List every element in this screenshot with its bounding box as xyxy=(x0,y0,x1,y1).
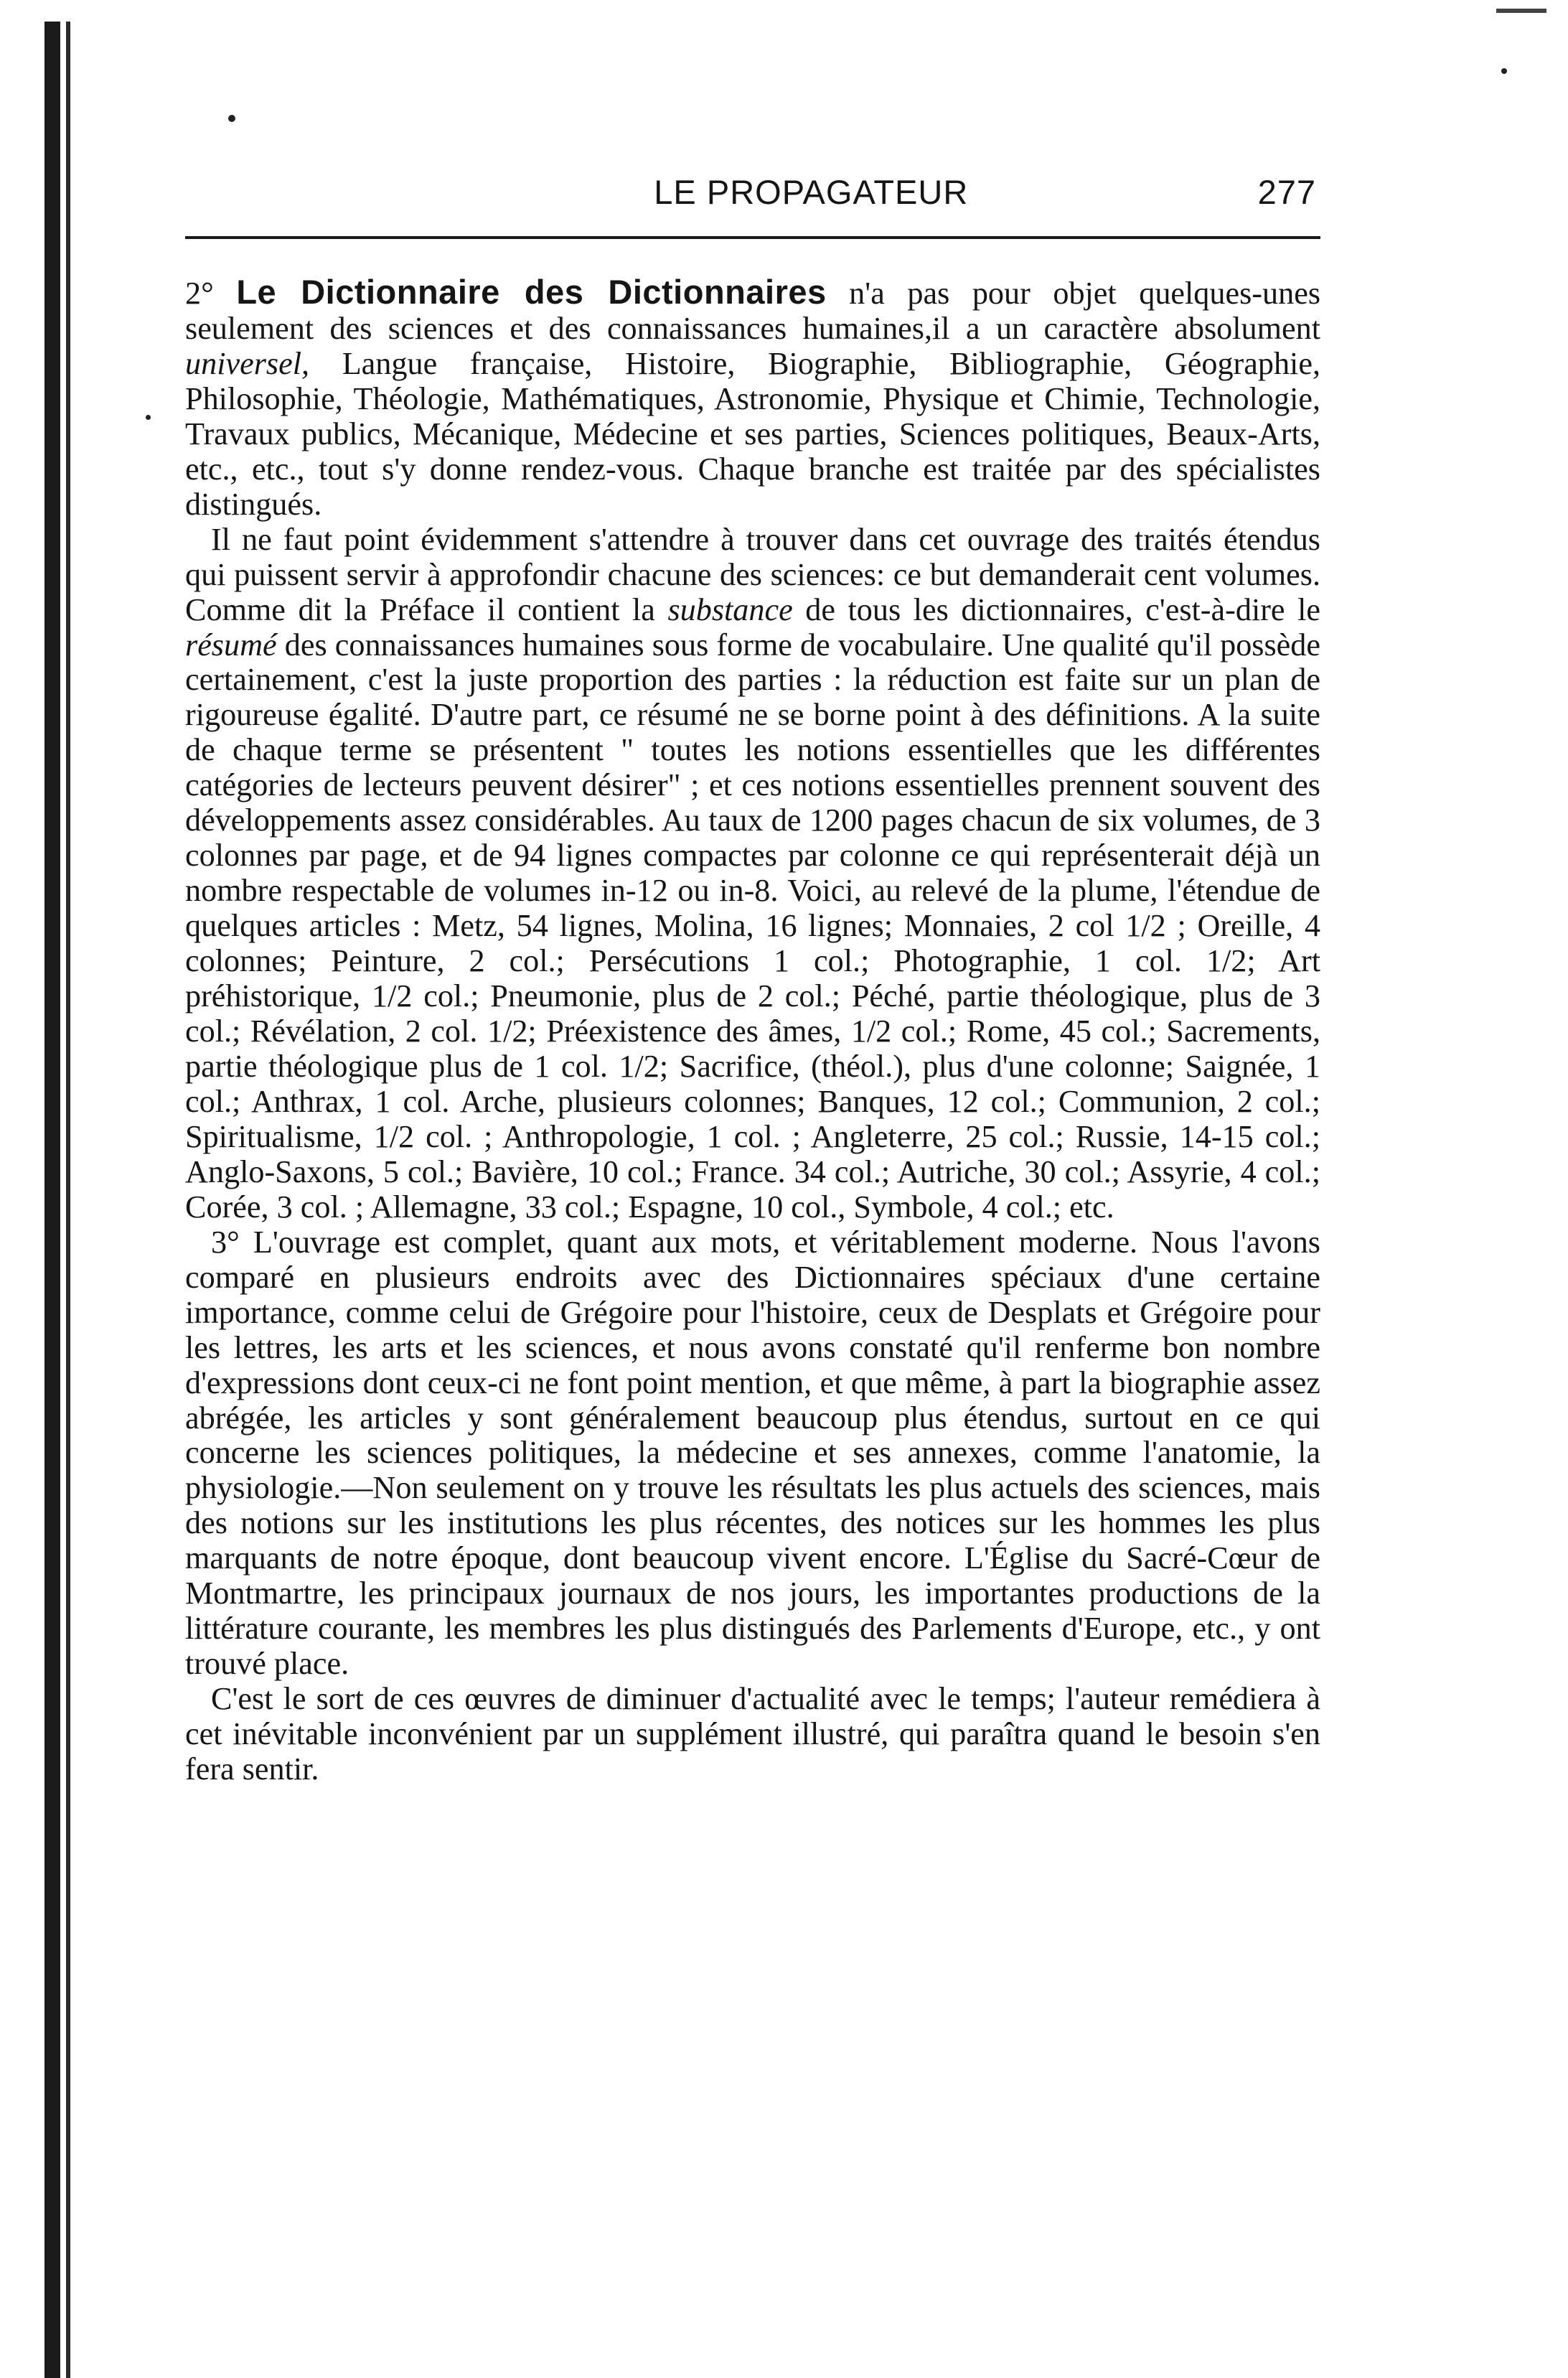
paragraph-2: Il ne faut point évidemment s'attendre à trouver dans cet ouvrage des traités étendus qui puissent servir à approfondir chacune des sciences: ce but demanderait cent volumes. Comme dit la Préface il contient la substance de tous les dictionnaires, c'est-à-dire le résumé des connaissances humaines sous forme de vocabulaire. Une qualité qu'il possède certainement, c'est la juste proportion des parties : la réduction est faite sur un plan de rigoureuse égalité. D'autre part, ce résumé ne se borne point à des définitions. A la suite de chaque terme se présentent " toutes les notions essentielles que les différentes catégories de lecteurs peuvent désirer" ; et ces notions essentielles prennent souvent des développements assez considérables. Au taux de 1200 pages chacun de six volumes, de 3 colonnes par page, et de 94 lignes compactes par colonne ce qui représenterait déjà un nombre respectable de volumes in-12 ou in-8. Voici, au relevé de la plume, l'étendue de quelques articles : Metz, 54 lignes, Molina, 16 lignes; Monnaies, 2 col 1/2 ; Oreille, 4 colonnes; Peinture, 2 col.; Persécutions 1 col.; Photographie, 1 col. 1/2; Art préhistorique, 1/2 col.; Pneumonie, plus de 2 col.; Péché, partie théologique, plus de 3 col.; Révélation, 2 col. 1/2; Préexistence des âmes, 1/2 col.; Rome, 45 col.; Sacrements, partie théologique plus de 1 col. 1/2; Sacrifice, (théol.), plus d'une colonne; Saignée, 1 col.; Anthrax, 1 col. Arche, plusieurs colonnes; Banques, 12 col.; Communion, 2 col.; Spiritualisme, 1/2 col. ; Anthropologie, 1 col. ; Angleterre, 25 col.; Russie, 14-15 col.; Anglo-Saxons, 5 col.; Bavière, 10 col.; France. 34 col.; Autriche, 30 col.; Assyrie, 4 col.; Corée, 3 col. ; Allemagne, 33 col.; Espagne, 10 col., Symbole, 4 col.; etc. xyxy=(185,521,1320,1225)
article-body xyxy=(185,275,1320,1787)
page-header xyxy=(185,172,1320,239)
paragraph-1: 2° Le Dictionnaire des Dictionnaires n'a pas pour objet quelques-unes seulement des sciences et des connaissances humaines,il a un caractère absolument universel, Langue française, Histoire, Biographie, Bibliographie, Géographie, Philosophie, Théologie, Mathématiques, Astronomie, Physique et Chimie, Technologie, Travaux publics, Mécanique, Médecine et ses parties, Sciences politiques, Beaux-Arts, etc., etc., tout s'y donne rendez-vous. Chaque branche est traitée par des spécialistes distingués. xyxy=(185,273,1321,522)
scan-speck xyxy=(228,115,235,122)
paragraph-number: 2° xyxy=(185,276,214,311)
page-number: 277 xyxy=(1257,173,1316,211)
scan-speck xyxy=(146,415,151,420)
scan-speck xyxy=(1501,68,1507,74)
running-title: LE PROPAGATEUR xyxy=(654,173,969,211)
paragraph-3: 3° L'ouvrage est complet, quant aux mots, et véritablement moderne. Nous l'avons comparé en plusieurs endroits avec des Dictionnaires spéciaux d'une certaine importance, comme celui de Grégoire pour l'histoire, ceux de Desplats et Grégoire pour les lettres, les arts et les sciences, et nous avons constaté qu'il renferme bon nombre d'expressions dont ceux-ci ne font point mention, et que même, à part la biographie assez abrégée, les articles y sont généralement beaucoup plus étendus, surtout en ce qui concerne les sciences politiques, la médecine et ses annexes, comme l'anatomie, la physiologie.—Non seulement on y trouve les résultats les plus actuels des sciences, mais des notions sur les institutions les plus récentes, des notices sur les hommes les plus marquants de notre époque, dont beaucoup vivent encore. L'Église du Sacré-Cœur de Montmartre, les principaux journaux de nos jours, les importantes productions de la littérature courante, les membres les plus distingués des Parlements d'Europe, etc., y ont trouvé place. xyxy=(185,1224,1320,1682)
binding-edge xyxy=(44,22,60,2378)
page xyxy=(185,172,1320,1787)
dictionary-title: Le Dictionnaire des Dictionnaires xyxy=(236,273,827,311)
paragraph-4: C'est le sort de ces œuvres de diminuer d'actualité avec le temps; l'auteur remédiera à cet inévitable inconvénient par un supplément illustré, qui paraîtra quand le besoin s'en fera sentir. xyxy=(185,1681,1320,1787)
scan-corner-mark xyxy=(1496,9,1546,13)
binding-edge-inner xyxy=(66,22,70,2378)
